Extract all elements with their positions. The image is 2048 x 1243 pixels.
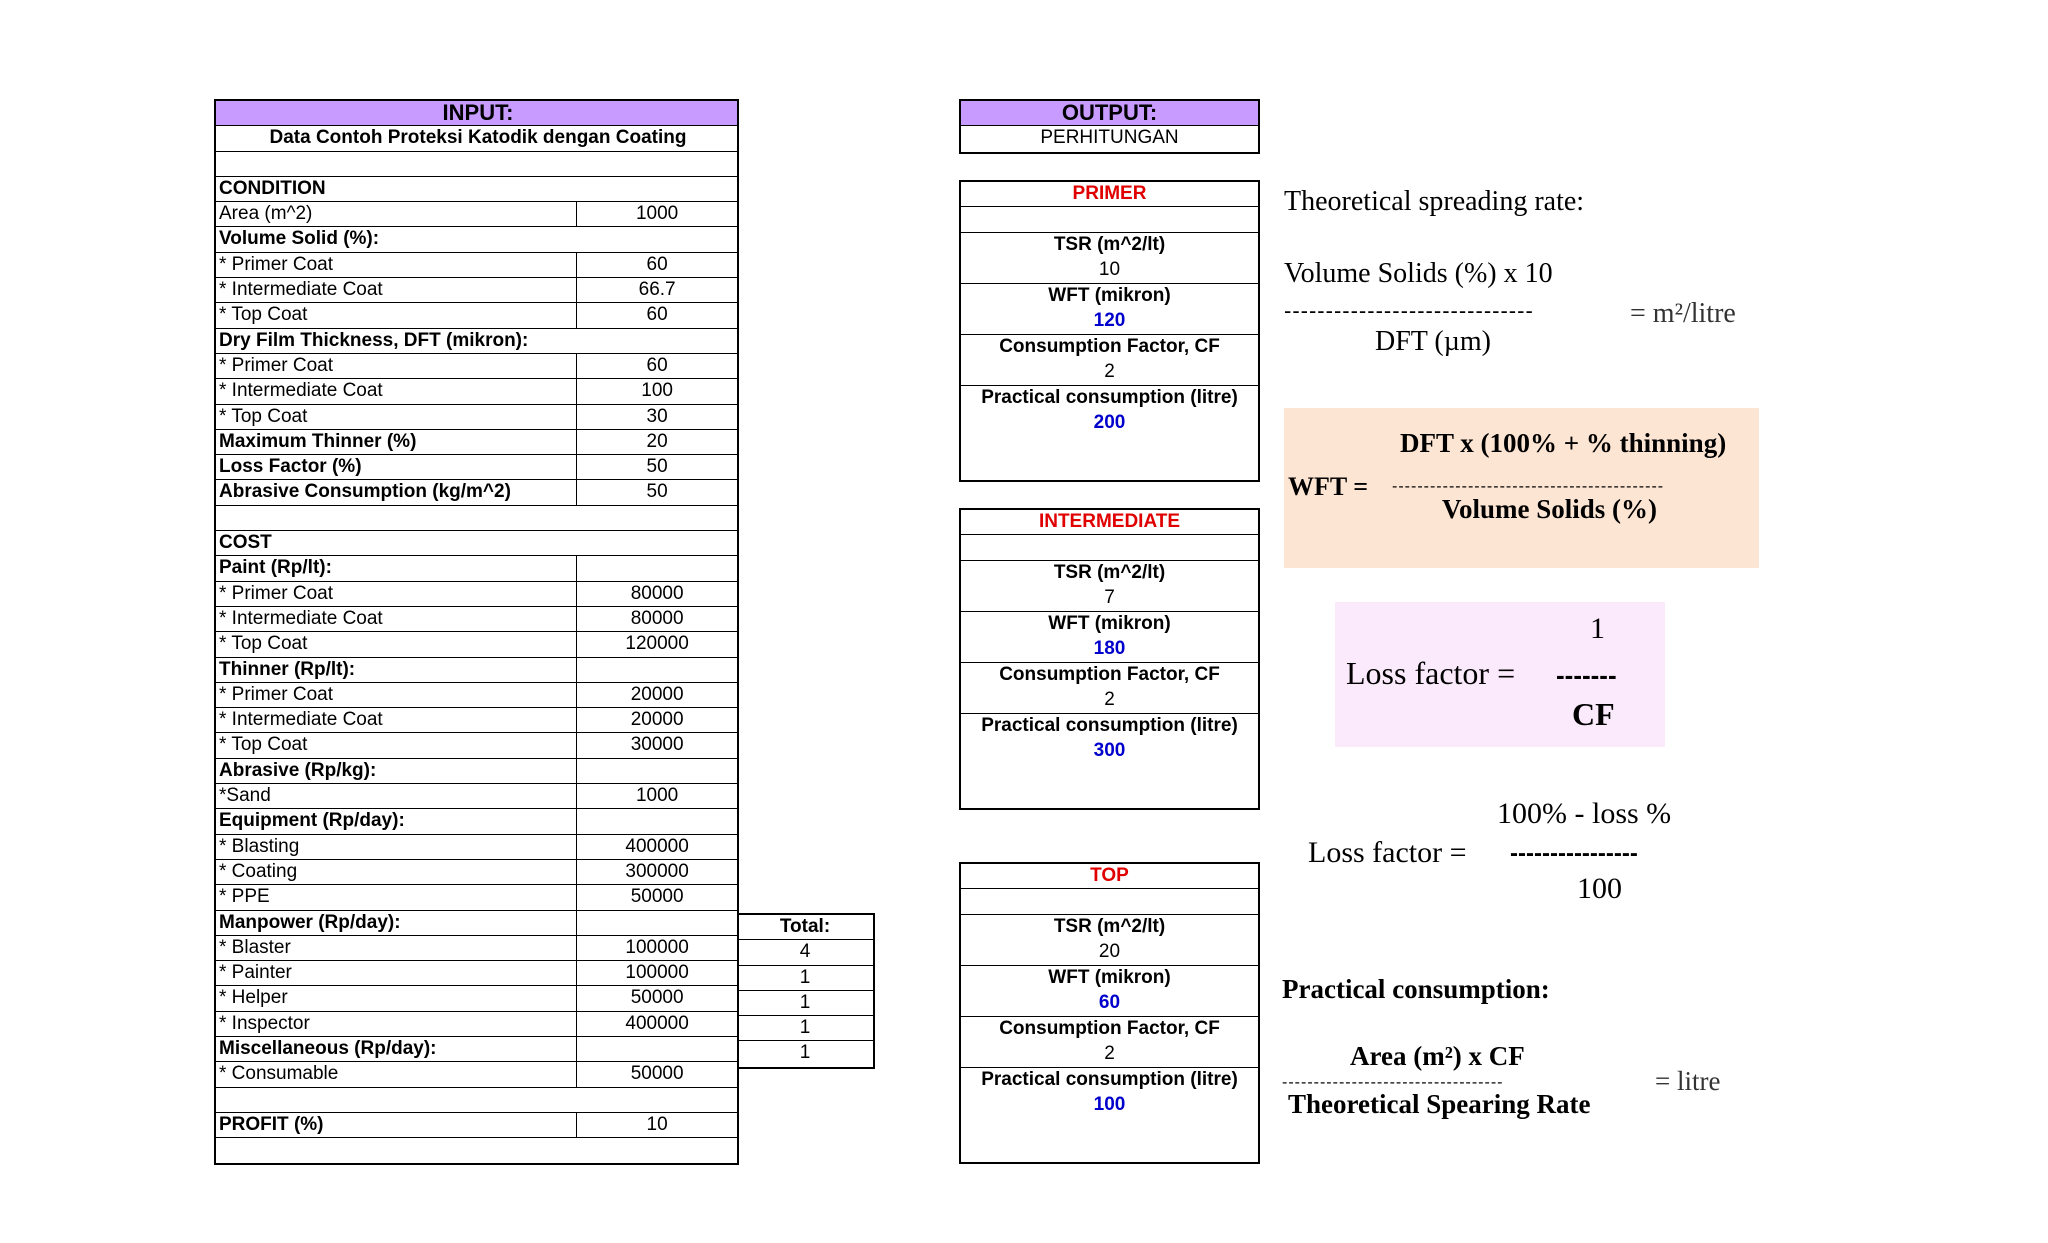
cf-label: Consumption Factor, CF xyxy=(999,1017,1220,1039)
section-title: PRIMER xyxy=(1072,183,1147,204)
row-label: Maximum Thinner (%) xyxy=(216,430,577,454)
row-value: 1000 xyxy=(635,203,679,225)
row-value: 100000 xyxy=(625,936,689,958)
row-label: * Top Coat xyxy=(216,733,577,757)
input-row xyxy=(216,1062,737,1087)
row-value xyxy=(577,759,737,783)
row-value: 60 xyxy=(646,354,668,376)
row-label: * Helper xyxy=(216,986,577,1010)
section-title: TOP xyxy=(1090,865,1129,886)
row-label: * Blasting xyxy=(216,835,577,859)
row-value: 30000 xyxy=(630,734,684,756)
row-label: * Painter xyxy=(216,961,577,985)
output-title: OUTPUT: xyxy=(961,101,1258,125)
input-row xyxy=(216,1088,737,1113)
wft-lhs: WFT = xyxy=(1288,472,1369,501)
output-subtitle: PERHITUNGAN xyxy=(1040,127,1179,149)
input-row xyxy=(216,860,737,885)
section-title-row xyxy=(961,182,1258,207)
input-row xyxy=(216,202,737,227)
tsr-numerator: Volume Solids (%) x 10 xyxy=(1284,258,1553,289)
input-title-row xyxy=(216,101,737,126)
input-row xyxy=(216,480,737,505)
pc-pair xyxy=(961,1068,1258,1162)
tsr-label: TSR (m^2/lt) xyxy=(1053,233,1166,255)
total-row xyxy=(737,1041,873,1066)
input-row xyxy=(216,556,737,581)
cf-label: Consumption Factor, CF xyxy=(999,663,1220,685)
row-value: 60 xyxy=(646,253,668,275)
row-value: 300000 xyxy=(625,860,689,882)
output-header-box xyxy=(959,99,1260,154)
row-value: 50 xyxy=(646,481,668,503)
total-value: 1 xyxy=(799,966,811,988)
row-value xyxy=(577,911,737,935)
tsr-denominator: DFT (µm) xyxy=(1375,326,1491,357)
row-label: * Intermediate Coat xyxy=(216,379,577,403)
tsr-dashes: ------------------------------ xyxy=(1284,298,1534,323)
total-header: Total: xyxy=(779,916,831,937)
lf1-dashes: ------- xyxy=(1556,660,1617,690)
pc-denominator: Theoretical Spearing Rate xyxy=(1288,1089,1591,1119)
row-label: Manpower (Rp/day): xyxy=(216,911,577,935)
blank-cell xyxy=(216,1088,737,1112)
row-label: Thinner (Rp/lt): xyxy=(216,658,577,682)
tsr-pair xyxy=(961,561,1258,612)
section-title-row xyxy=(961,510,1258,535)
input-row xyxy=(216,354,737,379)
input-row xyxy=(216,278,737,303)
input-row xyxy=(216,405,737,430)
lf1-lhs: Loss factor = xyxy=(1346,655,1516,691)
blank-cell xyxy=(961,535,1258,559)
input-table xyxy=(214,99,739,1165)
row-label: PROFIT (%) xyxy=(216,1113,577,1137)
lf1-denominator: CF xyxy=(1572,696,1615,732)
input-row xyxy=(216,582,737,607)
input-row xyxy=(216,835,737,860)
row-value: 66.7 xyxy=(638,279,676,301)
row-value: 400000 xyxy=(625,1012,689,1034)
wft-pair xyxy=(961,612,1258,663)
input-row xyxy=(216,152,737,177)
pc-label: Practical consumption (litre) xyxy=(981,714,1238,736)
cf-value: 2 xyxy=(1104,1042,1115,1064)
pc-title: Practical consumption: xyxy=(1282,974,1550,1004)
input-row xyxy=(216,253,737,278)
row-label: Equipment (Rp/day): xyxy=(216,809,577,833)
group-label: Dry Film Thickness, DFT (mikron): xyxy=(219,329,529,351)
total-value: 4 xyxy=(799,941,811,963)
input-row xyxy=(216,809,737,834)
row-label: Abrasive (Rp/kg): xyxy=(216,759,577,783)
input-row xyxy=(216,708,737,733)
input-row xyxy=(216,1138,737,1163)
wft-value: 180 xyxy=(1093,637,1126,659)
total-column xyxy=(737,913,875,1069)
total-value: 1 xyxy=(799,991,811,1013)
row-value: 100000 xyxy=(625,962,689,984)
blank-cell xyxy=(216,152,737,176)
wft-denominator: Volume Solids (%) xyxy=(1442,494,1658,524)
blank-cell xyxy=(216,1138,737,1163)
row-label: * Intermediate Coat xyxy=(216,278,577,302)
tsr-pair xyxy=(961,915,1258,966)
section-title-row xyxy=(961,864,1258,889)
wft-label: WFT (mikron) xyxy=(1048,966,1171,988)
row-value xyxy=(577,556,737,580)
tsr-result: = m²/litre xyxy=(1630,298,1736,329)
row-label: * Primer Coat xyxy=(216,582,577,606)
row-label: * PPE xyxy=(216,885,577,909)
row-value: 10 xyxy=(646,1113,668,1135)
row-label: * Intermediate Coat xyxy=(216,607,577,631)
row-label: Area (m^2) xyxy=(216,202,577,226)
wft-value: 60 xyxy=(1098,991,1121,1013)
row-value: 20 xyxy=(646,430,668,452)
tsr-value: 7 xyxy=(1104,586,1115,608)
row-value: 1000 xyxy=(635,785,679,807)
input-row xyxy=(216,1012,737,1037)
blank-cell xyxy=(216,506,737,530)
output-title-row xyxy=(961,101,1258,126)
row-value: 120000 xyxy=(625,633,689,655)
row-label: * Coating xyxy=(216,860,577,884)
row-value: 30 xyxy=(646,405,668,427)
tsr-value: 20 xyxy=(1098,940,1121,962)
input-row xyxy=(216,379,737,404)
input-title: INPUT: xyxy=(216,101,737,125)
input-row xyxy=(216,177,737,202)
input-subtitle-row xyxy=(216,126,737,151)
section-label: COST xyxy=(219,532,272,554)
row-value: 50000 xyxy=(630,886,684,908)
pc-value: 300 xyxy=(1093,739,1126,761)
pc-value: 200 xyxy=(1093,411,1126,433)
input-row xyxy=(216,683,737,708)
pc-label: Practical consumption (litre) xyxy=(981,1068,1238,1090)
output-section-primer xyxy=(959,180,1260,482)
blank-cell xyxy=(961,207,1258,231)
wft-label: WFT (mikron) xyxy=(1048,284,1171,306)
row-value: 50 xyxy=(646,456,668,478)
row-label: Abrasive Consumption (kg/m^2) xyxy=(216,480,577,504)
tsr-label: TSR (m^2/lt) xyxy=(1053,915,1166,937)
lf2-lhs: Loss factor = xyxy=(1308,836,1467,869)
cf-label: Consumption Factor, CF xyxy=(999,335,1220,357)
wft-pair xyxy=(961,284,1258,335)
input-row xyxy=(216,784,737,809)
total-row xyxy=(737,966,873,991)
section-label: CONDITION xyxy=(219,177,326,199)
input-row xyxy=(216,936,737,961)
cf-value: 2 xyxy=(1104,688,1115,710)
lf2-denominator: 100 xyxy=(1577,872,1622,905)
input-row xyxy=(216,759,737,784)
total-row xyxy=(737,991,873,1016)
row-label: Miscellaneous (Rp/day): xyxy=(216,1037,577,1061)
cf-pair xyxy=(961,335,1258,386)
input-row xyxy=(216,961,737,986)
input-row xyxy=(216,1037,737,1062)
lf2-dashes: ---------------- xyxy=(1510,840,1638,867)
row-label: * Blaster xyxy=(216,936,577,960)
cf-pair xyxy=(961,1017,1258,1068)
row-value: 50000 xyxy=(630,987,684,1009)
input-row xyxy=(216,733,737,758)
cf-value: 2 xyxy=(1104,360,1115,382)
total-row xyxy=(737,1016,873,1041)
row-value: 80000 xyxy=(630,607,684,629)
row-value xyxy=(577,658,737,682)
input-row xyxy=(216,911,737,936)
row-label: * Top Coat xyxy=(216,303,577,327)
lf2-numerator: 100% - loss % xyxy=(1497,797,1672,830)
row-label: * Top Coat xyxy=(216,632,577,656)
input-row xyxy=(216,506,737,531)
blank-row xyxy=(961,889,1258,914)
output-section-intermediate xyxy=(959,508,1260,810)
row-label: * Primer Coat xyxy=(216,683,577,707)
blank-row xyxy=(961,207,1258,232)
row-label: * Primer Coat xyxy=(216,253,577,277)
pc-label: Practical consumption (litre) xyxy=(981,386,1238,408)
input-row xyxy=(216,531,737,556)
cf-pair xyxy=(961,663,1258,714)
tsr-label: TSR (m^2/lt) xyxy=(1053,561,1166,583)
blank-cell xyxy=(961,889,1258,913)
row-label: * Inspector xyxy=(216,1012,577,1036)
tsr-pair xyxy=(961,233,1258,284)
wft-value: 120 xyxy=(1093,309,1126,331)
row-label: * Intermediate Coat xyxy=(216,708,577,732)
section-title: INTERMEDIATE xyxy=(1038,511,1181,532)
pc-value: 100 xyxy=(1093,1093,1126,1115)
pc-pair xyxy=(961,386,1258,480)
input-row xyxy=(216,607,737,632)
row-label: * Consumable xyxy=(216,1062,577,1086)
tsr-title: Theoretical spreading rate: xyxy=(1284,186,1585,217)
row-value: 20000 xyxy=(630,709,684,731)
tsr-value: 10 xyxy=(1098,258,1121,280)
wft-pair xyxy=(961,966,1258,1017)
total-row xyxy=(737,940,873,965)
row-label: * Top Coat xyxy=(216,405,577,429)
output-section-top xyxy=(959,862,1260,1164)
input-row xyxy=(216,632,737,657)
wft-label: WFT (mikron) xyxy=(1048,612,1171,634)
input-rows xyxy=(216,152,737,1164)
row-value: 80000 xyxy=(630,582,684,604)
blank-row xyxy=(961,535,1258,560)
total-value: 1 xyxy=(799,1017,811,1039)
pc-numerator: Area (m²) x CF xyxy=(1350,1041,1525,1071)
row-label: Paint (Rp/lt): xyxy=(216,556,577,580)
total-header-row xyxy=(737,915,873,940)
row-value: 400000 xyxy=(625,835,689,857)
pc-dashes: ----------------------------------- xyxy=(1282,1074,1504,1091)
lf1-numerator: 1 xyxy=(1590,612,1605,645)
group-label: Volume Solid (%): xyxy=(219,228,380,250)
input-subtitle: Data Contoh Proteksi Katodik dengan Coating xyxy=(269,127,687,149)
row-label: *Sand xyxy=(216,784,577,808)
input-row xyxy=(216,986,737,1011)
total-rows xyxy=(737,940,873,1066)
pc-pair xyxy=(961,714,1258,808)
wft-dashes: ------------------------------------------- xyxy=(1392,478,1665,495)
output-subtitle-row xyxy=(961,126,1258,151)
input-row xyxy=(216,658,737,683)
row-value: 50000 xyxy=(630,1063,684,1085)
input-row xyxy=(216,303,737,328)
row-label: * Primer Coat xyxy=(216,354,577,378)
input-row xyxy=(216,885,737,910)
input-row xyxy=(216,455,737,480)
row-value xyxy=(577,1037,737,1061)
pc-result: = litre xyxy=(1655,1066,1721,1096)
row-value xyxy=(577,809,737,833)
row-value: 100 xyxy=(641,380,673,402)
total-value: 1 xyxy=(799,1042,811,1064)
row-label: Loss Factor (%) xyxy=(216,455,577,479)
input-row xyxy=(216,227,737,252)
input-row xyxy=(216,1113,737,1138)
input-row xyxy=(216,430,737,455)
row-value: 60 xyxy=(646,304,668,326)
input-row xyxy=(216,329,737,354)
wft-numerator: DFT x (100% + % thinning) xyxy=(1400,428,1727,458)
row-value: 20000 xyxy=(630,683,684,705)
